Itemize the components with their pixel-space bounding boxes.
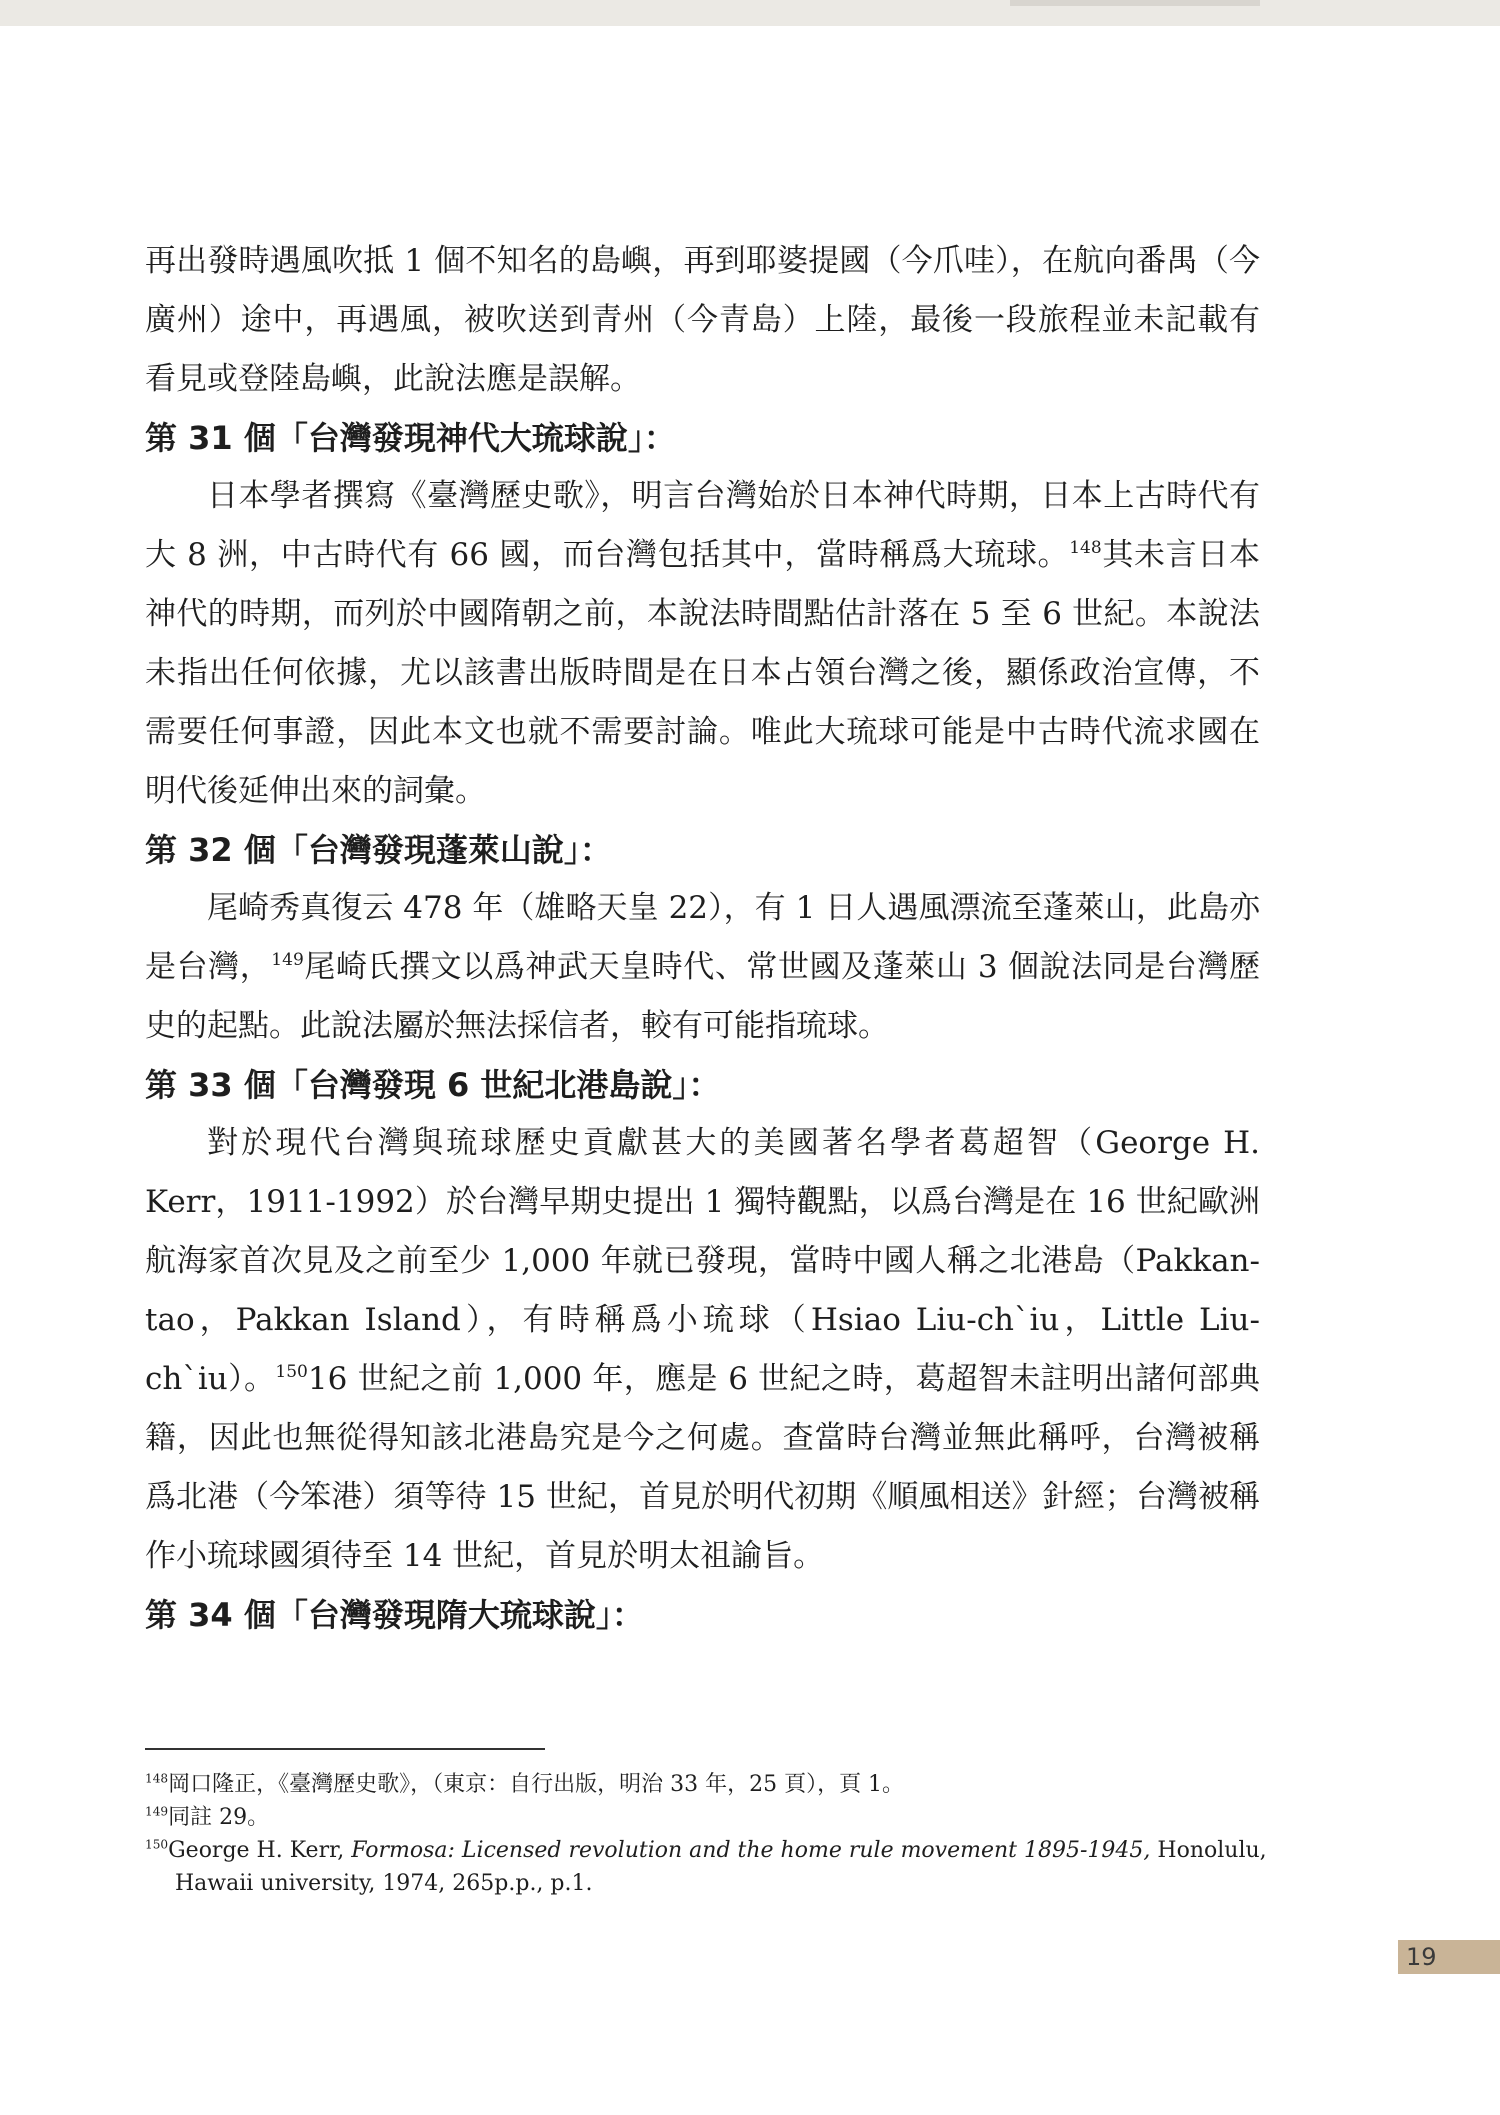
paragraph-continuation: 再出發時遇風吹抵 1 個不知名的島嶼，再到耶婆提國（今爪哇），在航向番禺（今廣州）途中，再遇風，被吹送到青州（今青島）上陸，最後一段旅程並未記載有看見或登陸島嶼，此說法應是誤解。	[145, 243, 1260, 397]
footnote-text-148: 岡口隆正，《臺灣歷史歌》，（東京：自行出版，明治 33 年，25 頁），頁 1。	[168, 1772, 905, 1797]
paragraph-33-text-a: 對於現代台灣與琉球歷史貢獻甚大的美國著名學者葛超智（George H. Kerr，1911-1992）於台灣早期史提出 1 獨特觀點，以爲台灣是在 16 世紀歐洲航海家首次見及之前至少 1,000 年就已發現，當時中國人稱之北港島（Pakkan-tao，Pakkan Island），有時稱爲小琉球（Hsiao Liu-ch`iu，Little Liu-ch`iu）。	[145, 1125, 1260, 1397]
section-heading-32: 第 32 個「台灣發現蓬萊山說」：	[145, 831, 612, 869]
footnote-150-publisher: Hawaii university, 1974, 265p.p., p.1.	[175, 1871, 593, 1896]
top-edge-mark	[1010, 0, 1260, 6]
footnote-ref-149: 149	[271, 950, 304, 971]
footnote-149	[145, 1801, 1275, 1834]
paragraph-33-text-b: 16 世紀之前 1,000 年，應是 6 世紀之時，葛超智未註明出諸何部典籍，因此也無從得知該北港島究是今之何處。查當時台灣並無此稱呼，台灣被稱爲北港（今笨港）須等待 15 世紀，首見於明代初期《順風相送》針經；台灣被稱作小琉球國須待至 14 世紀，首見於明太祖諭旨。	[145, 1361, 1260, 1574]
footnote-text-149: 同註 29。	[168, 1805, 270, 1830]
body-text	[145, 232, 1260, 1644]
footnote-148	[145, 1768, 1275, 1801]
footnote-150-author: George H. Kerr,	[168, 1838, 352, 1863]
paragraph-31	[145, 467, 1260, 821]
footnote-divider	[145, 1748, 545, 1750]
section-heading-31: 第 31 個「台灣發現神代大琉球說」：	[145, 419, 676, 457]
footnote-150-place: Honolulu,	[1150, 1838, 1267, 1863]
footnote-150-title: Formosa: Licensed revolution and the home rule movement 1895-1945,	[351, 1838, 1151, 1863]
footnote-150	[145, 1834, 1275, 1900]
page-top-edge	[0, 0, 1500, 26]
paragraph-32-text-b: 尾崎氏撰文以爲神武天皇時代、常世國及蓬萊山 3 個說法同是台灣歷史的起點。此說法屬於無法採信者，較有可能指琉球。	[145, 949, 1260, 1044]
paragraph-31-text-b: 其未言日本神代的時期，而列於中國隋朝之前，本說法時間點估計落在 5 至 6 世紀。本說法未指出任何依據，尤以該書出版時間是在日本占領台灣之後，顯係政治宣傳，不需要任何事證，因此本文也就不需要討論。唯此大琉球可能是中古時代流求國在明代後延伸出來的詞彙。	[145, 537, 1260, 809]
footnote-ref-150: 150	[275, 1362, 308, 1383]
footnote-number-148: 148	[145, 1771, 169, 1786]
footnote-number-150: 150	[145, 1837, 169, 1852]
footnote-number-149: 149	[145, 1804, 169, 1819]
paragraph-32-text-a: 尾崎秀真復云 478 年（雄略天皇 22），有 1 日人遇風漂流至蓬萊山，此島亦是台灣，	[145, 890, 1260, 985]
section-heading-33: 第 33 個「台灣發現 6 世紀北港島說」：	[145, 1066, 721, 1104]
footnotes	[145, 1768, 1275, 1900]
page-number: 19	[1398, 1940, 1500, 1974]
section-heading-34: 第 34 個「台灣發現隋大琉球說」：	[145, 1596, 644, 1634]
footnote-ref-148: 148	[1069, 538, 1102, 559]
paragraph-31-text-a: 日本學者撰寫《臺灣歷史歌》，明言台灣始於日本神代時期，日本上古時代有大 8 洲，中古時代有 66 國，而台灣包括其中，當時稱爲大琉球。	[145, 478, 1260, 573]
paragraph-33	[145, 1114, 1260, 1586]
paragraph-32	[145, 879, 1260, 1056]
